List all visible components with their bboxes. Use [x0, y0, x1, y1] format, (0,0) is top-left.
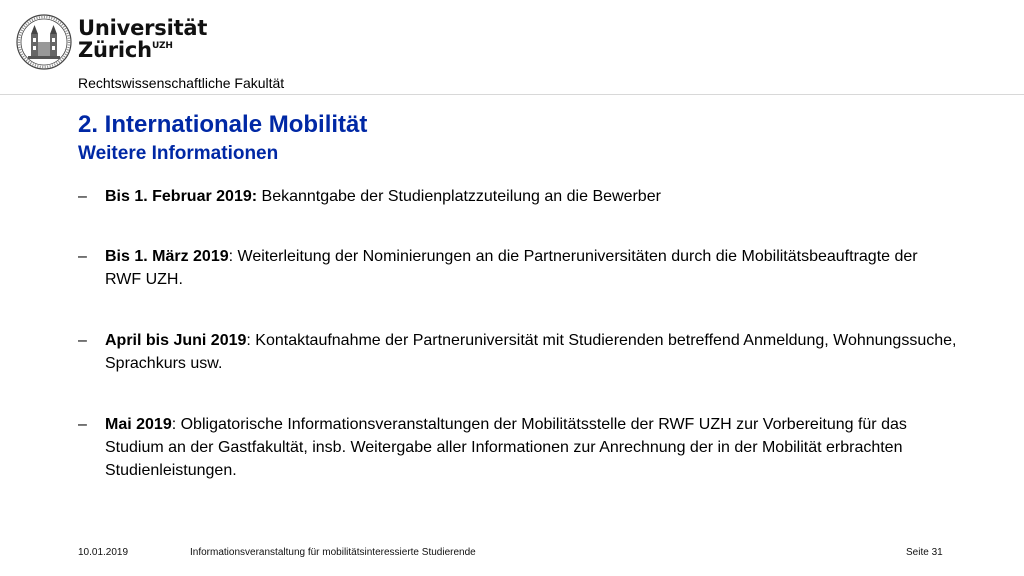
bullet-bold: April bis Juni 2019 — [105, 332, 247, 349]
logo-superscript: UZH — [151, 41, 173, 51]
slide-title: 2. Internationale Mobilität — [78, 111, 368, 138]
dash-icon: – — [78, 248, 87, 265]
footer-event: Informationsveranstaltung für mobilitätsinteressierte Studierende — [190, 547, 476, 558]
bullet-text: Bekanntgabe der Studienplatzzuteilung an die Bewerber — [257, 188, 661, 205]
dash-icon: – — [78, 332, 87, 349]
bullet-bold: Bis 1. Februar 2019: — [105, 188, 258, 205]
bullet-list — [78, 185, 958, 482]
faculty-name: Rechtswissenschaftliche Fakultät — [78, 75, 285, 91]
university-logotype — [78, 17, 207, 66]
logo-line-1: Universität — [78, 16, 208, 40]
bullet-item — [78, 329, 958, 375]
bullet-bold: Bis 1. März 2019 — [105, 248, 229, 265]
header-divider — [0, 94, 1024, 95]
footer-date: 10.01.2019 — [78, 547, 129, 558]
bullet-item — [78, 185, 958, 208]
logo-line-2 — [78, 39, 207, 66]
bullet-text: : Obligatorische Informationsveranstaltungen der Mobilitätsstelle der RWF UZH zur Vorbereitung für das Studium an der Gastfakultät, insb. Weitergabe aller Informationen zur Anrechnung der in der Mobilität erbrachten Studienleistungen. — [105, 416, 907, 479]
bullet-item — [78, 245, 958, 291]
uzh-seal-logo — [16, 14, 72, 70]
footer-page-number: Seite 31 — [906, 547, 943, 558]
bullet-item — [78, 413, 958, 482]
dash-icon: – — [78, 188, 87, 205]
dash-icon: – — [78, 416, 87, 433]
bullet-text: : Weiterleitung der Nominierungen an die Partneruniversitäten durch die Mobilitätsbeauftragte der RWF UZH. — [105, 248, 918, 288]
logo-line-2-text: Zürich — [78, 38, 152, 62]
slide-subtitle: Weitere Informationen — [78, 143, 279, 164]
bullet-text: : Kontaktaufnahme der Partneruniversität mit Studierenden betreffend Anmeldung, Wohnungssuche, Sprachkurs usw. — [105, 332, 957, 372]
bullet-bold: Mai 2019 — [105, 416, 172, 433]
